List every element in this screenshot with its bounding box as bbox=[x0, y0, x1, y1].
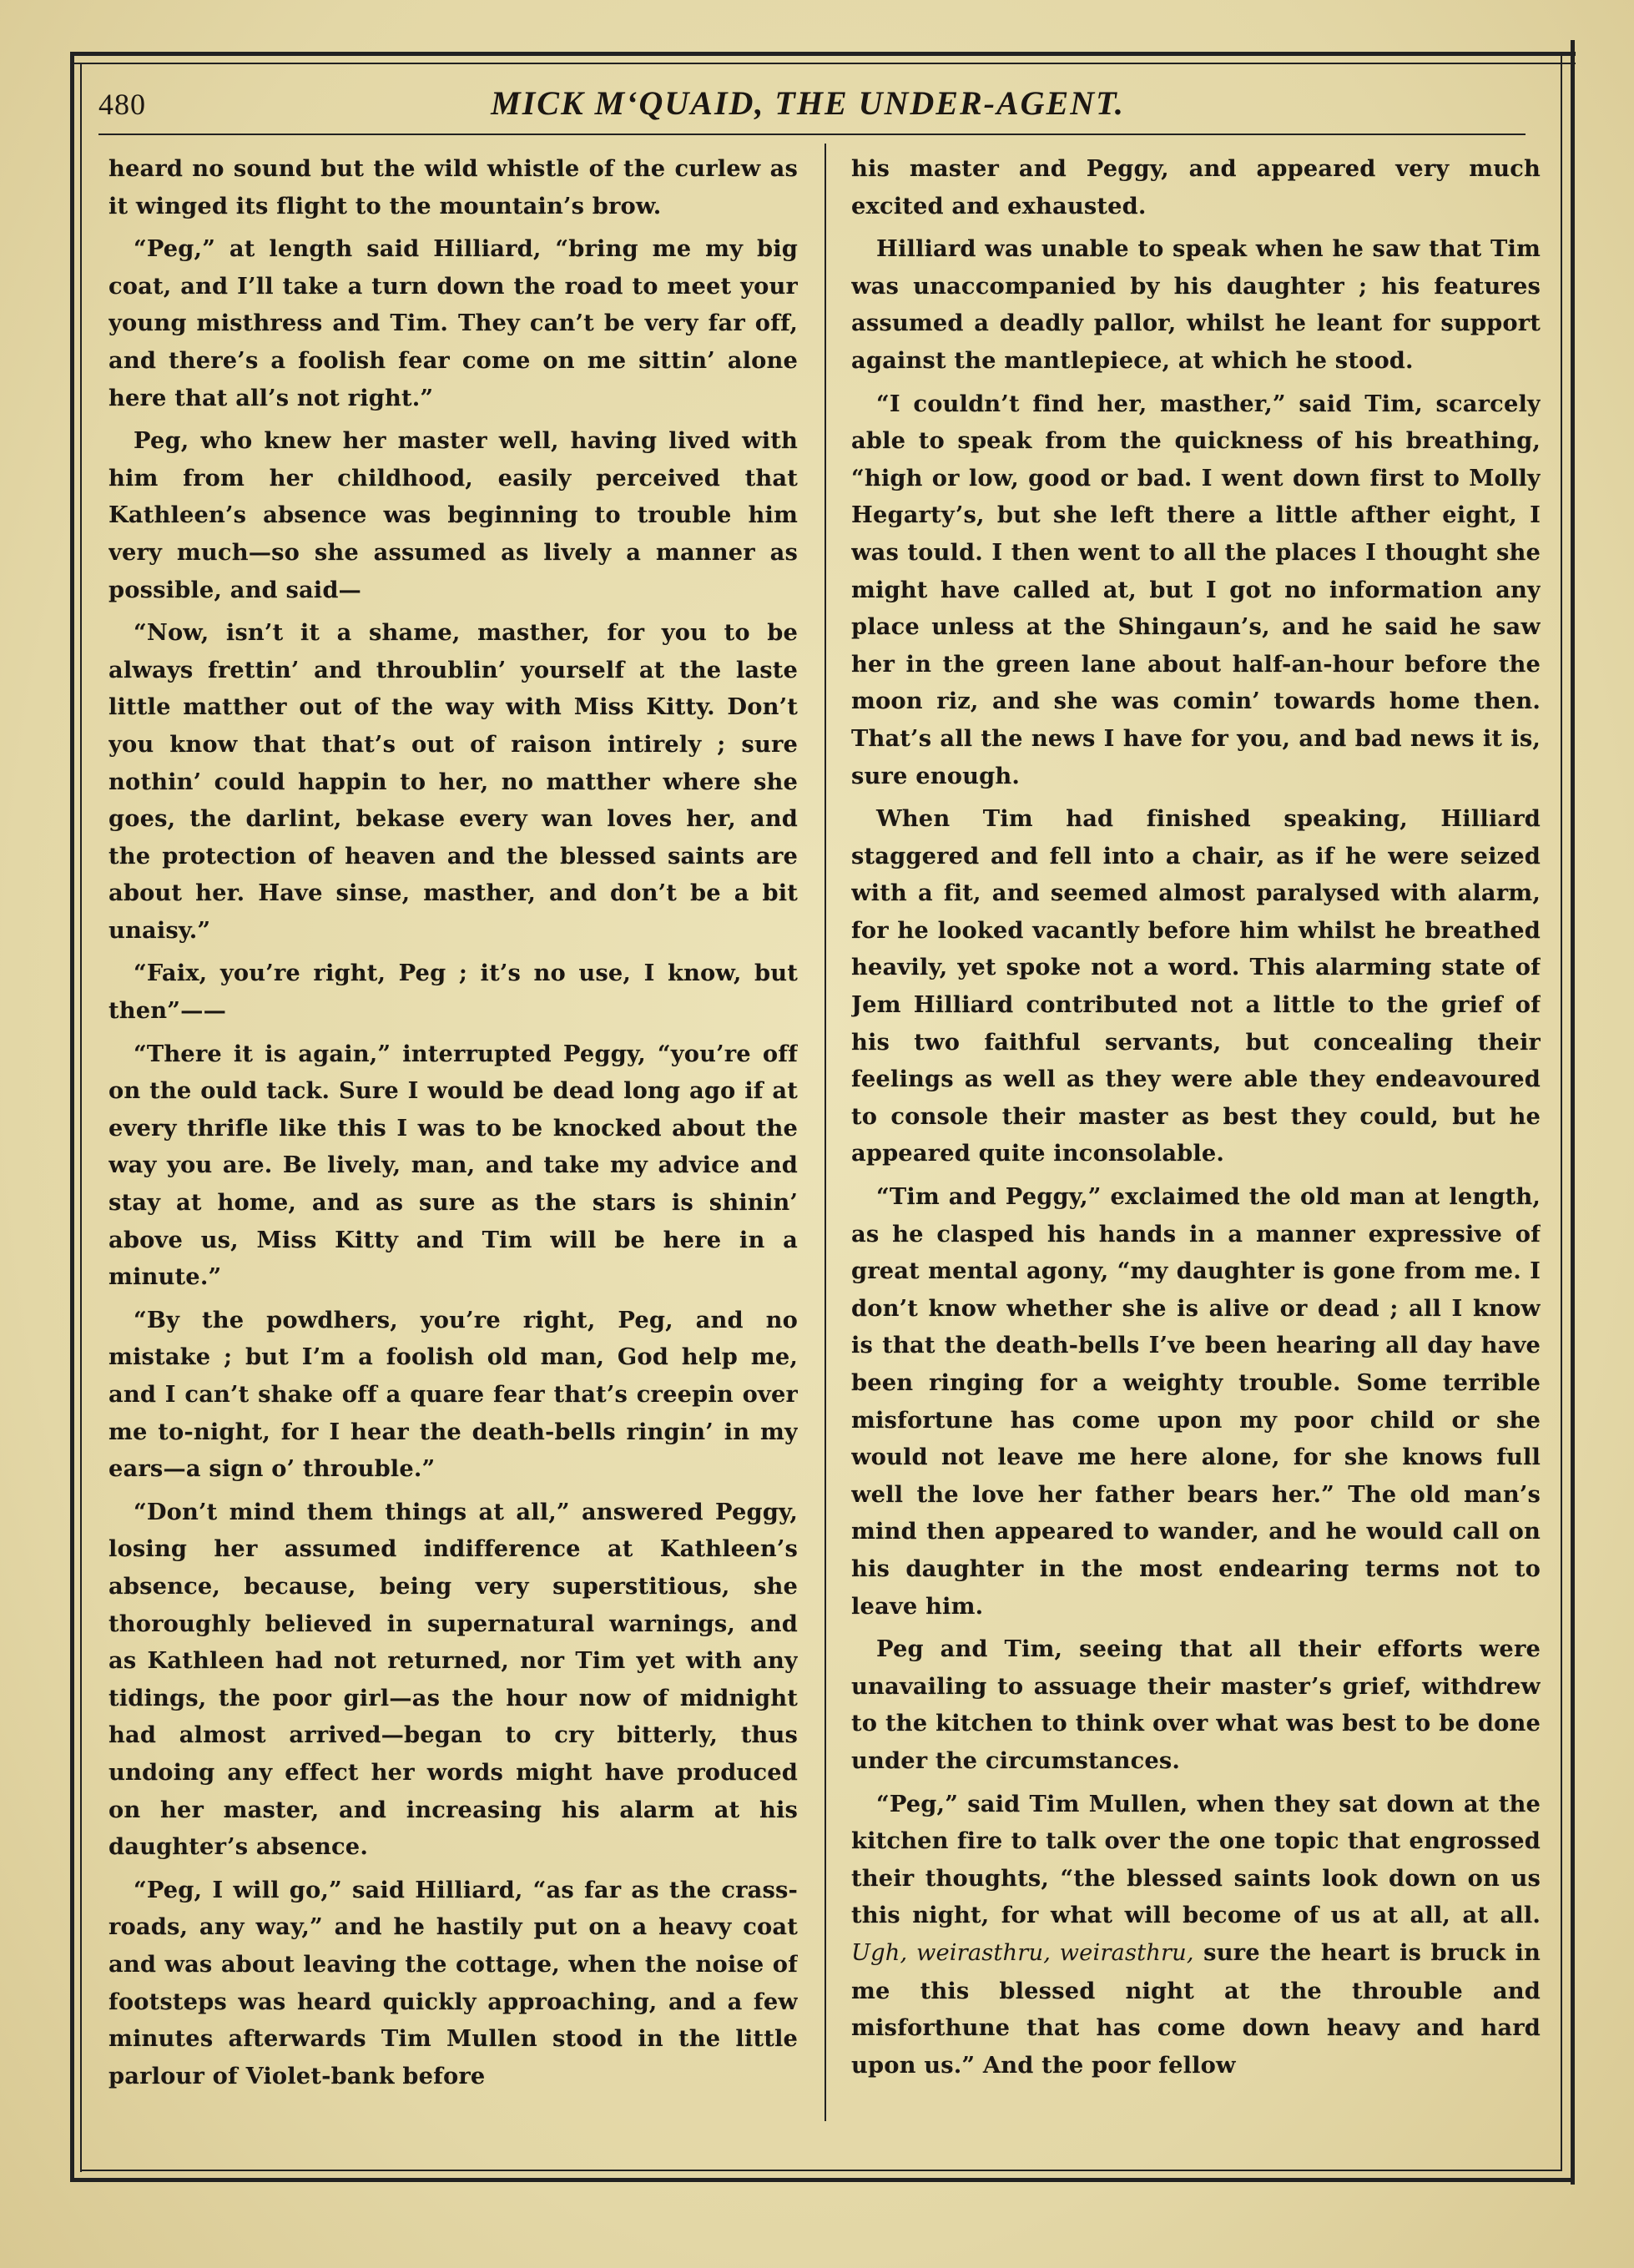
column-divider bbox=[825, 144, 826, 2121]
paragraph: “Peg,” at length said Hilliard, “bring me my big coat, and I’ll take a turn down the road to meet your young misthress and Tim. They can’t be very far off, and there’s a foolish fear come on me sittin’ alone here that all’s not right.” bbox=[108, 235, 798, 411]
bottom-border-rule bbox=[70, 2178, 1575, 2182]
paragraph-text: sure the heart is bruck in me this blessed night at the throuble and misforthune that has come down heavy and hard upon us.” And the poor fellow bbox=[851, 1938, 1541, 2079]
right-column bbox=[851, 150, 1541, 2119]
paragraph: Hilliard was unable to speak when he saw that Tim was unaccompanied by his daughter ; his features assumed a deadly pallor, whilst he leant for support against the mantlepiece, at which he stood. bbox=[851, 235, 1541, 374]
page-number: 480 bbox=[98, 88, 146, 121]
running-head bbox=[98, 83, 1500, 125]
left-column bbox=[108, 150, 798, 2119]
paragraph: When Tim had finished speaking, Hilliard staggered and fell into a chair, as if he were seized with a fit, and seemed almost paralysed with alarm, for he looked vacantly before him whilst he breathed heavily, yet spoke not a word. This alarming state of Jem Hilliard contributed not a little to the grief of his two faithful servants, but concealing their feelings as well as they were able they endeavoured to console their master as best they could, but he appeared quite inconsolable. bbox=[851, 805, 1541, 1167]
paragraph: “Faix, you’re right, Peg ; it’s no use, I know, but then”—— bbox=[108, 960, 798, 1025]
paragraph: “By the powdhers, you’re right, Peg, and no mistake ; but I’m a foolish old man, God help me, and I can’t shake off a quare fear that’s creepin over me to-night, for I hear the death-bells ringin’ in my ears—a sign o’ throuble.” bbox=[108, 1306, 798, 1483]
paragraph: heard no sound but the wild whistle of the curlew as it winged its flight to the mountain’s brow. bbox=[108, 155, 798, 219]
running-title: MICK M‘QUAID, THE UNDER-AGENT. bbox=[491, 84, 1125, 122]
right-border-rule-thin bbox=[1561, 52, 1562, 2171]
paragraph: Peg, who knew her master well, having lived with him from her childhood, easily perceived that Kathleen’s absence was beginning to trouble him very much—so she assumed as lively a manner as possible, and said— bbox=[108, 427, 798, 603]
top-border-rule bbox=[73, 52, 1576, 56]
paragraph: “Tim and Peggy,” exclaimed the old man at length, as he clasped his hands in a manner expressive of great mental agony, “my daughter is gone from me. I don’t know whether she is alive or dead ; all I know is that the death-bells I’ve been hearing all day have been ringing for a weighty trouble. Some terrible misfortune has come upon my poor child or she would not leave me here alone, for she knows full well the love her father bears her.” The old man’s mind then appeared to wander, and he would call on his daughter in the most endearing terms not to leave him. bbox=[851, 1183, 1541, 1620]
paragraph: “Peg, I will go,” said Hilliard, “as far as the crass-roads, any way,” and he hastily put on a heavy coat and was about leaving the cottage, when the noise of footsteps was heard quickly approaching, and a few minutes afterwards Tim Mullen stood in the little parlour of Violet-bank before bbox=[108, 1876, 798, 2089]
right-border-rule bbox=[1571, 40, 1575, 2185]
bottom-border-rule-thin bbox=[80, 2170, 1562, 2171]
paragraph bbox=[851, 1786, 1541, 2084]
paragraph-text: “Peg,” said Tim Mullen, when they sat down at the kitchen fire to talk over the one topic that engrossed their thoughts, “the blessed saints look down on us this night, for what will become of us at all, at all. bbox=[851, 1790, 1541, 1929]
paragraph: “I couldn’t find her, masther,” said Tim, scarcely able to speak from the quickness of his breathing, “high or low, good or bad. I went down first to Molly Hegarty’s, but she left there a little afther eight, I was tould. I then went to all the places I thought she might have called at, but I got no information any place unless at the Shingaun’s, and he said he saw her in the green lane about half-an-hour before the moon riz, and she was comin’ towards home then. That’s all the news I have for you, and bad news it is, sure enough. bbox=[851, 390, 1541, 789]
italic-phrase: Ugh, weirasthru, weirasthru, bbox=[851, 1939, 1194, 1966]
paragraph: his master and Peggy, and appeared very much excited and exhausted. bbox=[851, 155, 1541, 219]
left-border-rule-thin bbox=[80, 63, 82, 2172]
left-border-rule bbox=[70, 52, 74, 2180]
paragraph: Peg and Tim, seeing that all their efforts were unavailing to assuage their master’s grief, withdrew to the kitchen to think over what was best to be done under the circumstances. bbox=[851, 1635, 1541, 1774]
top-border-rule-thin bbox=[73, 63, 1576, 64]
paragraph: “There it is again,” interrupted Peggy, “you’re off on the ould tack. Sure I would be dead long ago if at every thrifle like this I was to be knocked about the way you are. Be lively, man, and take my advice and stay at home, and as sure as the stars is shinin’ above us, Miss Kitty and Tim will be here in a minute.” bbox=[108, 1040, 798, 1291]
paragraph: “Now, isn’t it a shame, masther, for you to be always frettin’ and throublin’ yourself at the laste little matther out of the way with Miss Kitty. Don’t you know that that’s out of raison intirely ; sure nothin’ could happin to her, no matther where she goes, the darlint, bekase every wan loves her, and the protection of heaven and the blessed saints are about her. Have sinse, masther, and don’t be a bit unaisy.” bbox=[108, 619, 798, 944]
header-underline bbox=[98, 134, 1526, 135]
paragraph: “Don’t mind them things at all,” answered Peggy, losing her assumed indifference at Kathleen’s absence, because, being very superstitious, she thoroughly believed in supernatural warnings, and as Kathleen had not returned, nor Tim yet with any tidings, the poor girl—as the hour now of midnight had almost arrived—began to cry bitterly, thus undoing any effect her words might have produced on her master, and increasing his alarm at his daughter’s absence. bbox=[108, 1498, 798, 1861]
